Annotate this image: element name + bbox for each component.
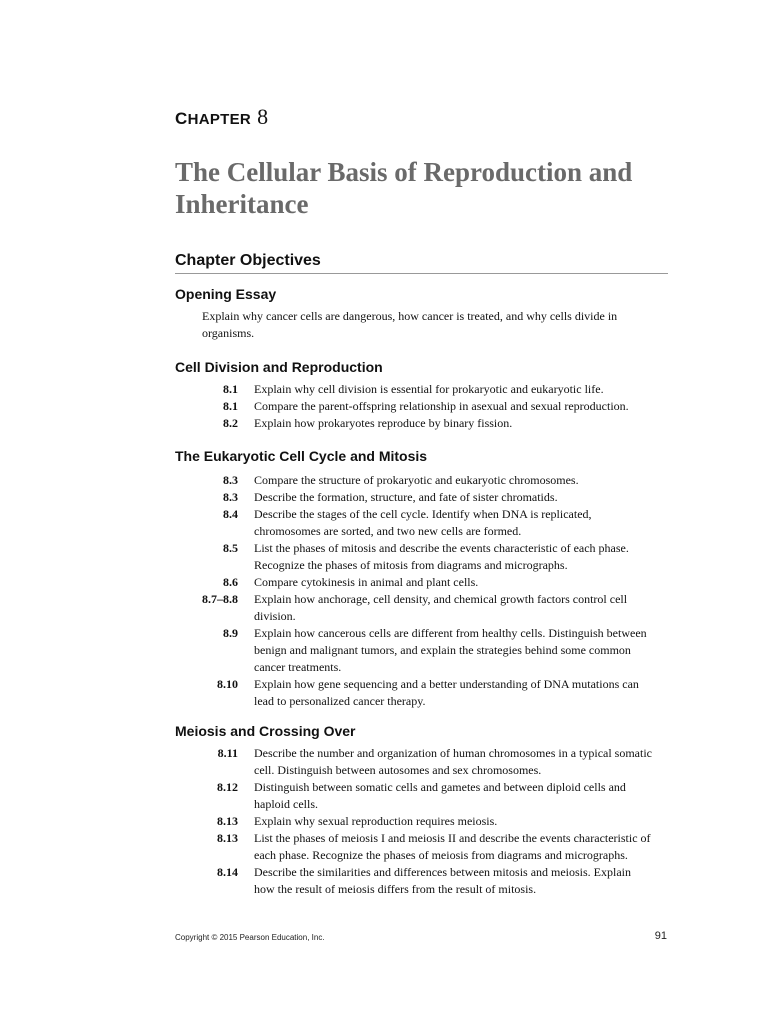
- objective-row: [175, 745, 670, 779]
- objective-number: 8.2: [223, 416, 238, 430]
- objective-number: 8.3: [223, 473, 238, 487]
- objective-text: Explain how cancerous cells are different from healthy cells. Distinguish between benign and malignant tumors, and explain the strategies behind some common cancer treatments.: [254, 626, 647, 674]
- section-heading-cell-division: Cell Division and Reproduction: [175, 359, 383, 375]
- objective-number: 8.5: [223, 541, 238, 555]
- chapter-word-rest: HAPTER: [187, 111, 252, 128]
- page-number: 91: [654, 930, 667, 942]
- objective-text: Compare cytokinesis in animal and plant cells.: [254, 575, 479, 589]
- objective-number: 8.9: [223, 626, 238, 640]
- section-heading-meiosis: Meiosis and Crossing Over: [175, 723, 356, 739]
- objective-text: Describe the formation, structure, and fate of sister chromatids.: [254, 490, 558, 504]
- objective-text: Describe the similarities and differences between mitosis and meiosis. Explain how the result of meiosis differs from the result of mitosis.: [254, 865, 632, 896]
- objective-text: Distinguish between somatic cells and gametes and between diploid cells and haploid cells.: [254, 780, 626, 811]
- objective-number: 8.3: [223, 490, 238, 504]
- objective-row: [175, 830, 670, 864]
- objective-number: 8.13: [217, 831, 238, 845]
- objective-text: Explain how gene sequencing and a better understanding of DNA mutations can lead to personalized cancer therapy.: [254, 677, 639, 708]
- objective-number: 8.1: [223, 382, 238, 396]
- objective-row: [175, 489, 670, 506]
- objective-row: [175, 415, 670, 432]
- objective-row: [175, 540, 670, 574]
- objective-number: 8.6: [223, 575, 238, 589]
- objective-row: [175, 779, 670, 813]
- objective-number: 8.10: [217, 677, 238, 691]
- objective-list-meiosis: [175, 745, 670, 898]
- objective-number: 8.7–8.8: [202, 592, 238, 606]
- chapter-word-initial: C: [175, 109, 188, 128]
- footer-copyright: Copyright © 2015 Pearson Education, Inc.: [175, 933, 325, 942]
- objective-number: 8.1: [223, 399, 238, 413]
- objective-row: [175, 574, 670, 591]
- objective-text: Compare the structure of prokaryotic and eukaryotic chromosomes.: [254, 473, 579, 487]
- objective-row: [175, 381, 670, 398]
- objective-row: [175, 676, 670, 710]
- objective-text: Describe the number and organization of human chromosomes in a typical somatic cell. Distinguish between autosomes and sex chromosomes.: [254, 746, 652, 777]
- chapter-label: [175, 104, 268, 130]
- objective-row: [175, 591, 670, 625]
- objective-list-cell-cycle: [175, 472, 670, 710]
- objective-number: 8.4: [223, 507, 238, 521]
- objective-text: Explain how anchorage, cell density, and chemical growth factors control cell division.: [254, 592, 628, 623]
- objective-text: Compare the parent-offspring relationship in asexual and sexual reproduction.: [254, 399, 629, 413]
- objective-text: Explain why sexual reproduction requires meiosis.: [254, 814, 498, 828]
- objective-row: [175, 813, 670, 830]
- objective-text: Describe the stages of the cell cycle. Identify when DNA is replicated, chromosomes are sorted, and two new cells are formed.: [254, 507, 592, 538]
- objective-text: List the phases of mitosis and describe the events characteristic of each phase. Recognize the phases of mitosis from diagrams and micrographs.: [254, 541, 629, 572]
- objective-text: List the phases of meiosis I and meiosis II and describe the events characteristic of each phase. Recognize the phases of meiosis from diagrams and micrographs.: [254, 831, 651, 862]
- objective-number: 8.14: [217, 865, 238, 879]
- objective-number: 8.12: [217, 780, 238, 794]
- chapter-number: 8: [257, 104, 269, 129]
- objective-row: [175, 398, 670, 415]
- objective-row: [175, 864, 670, 898]
- objective-number: 8.13: [217, 814, 238, 828]
- objectives-heading: Chapter Objectives: [175, 252, 668, 274]
- objective-list-cell-division: [175, 381, 670, 432]
- objective-number: 8.11: [217, 746, 238, 760]
- chapter-title: The Cellular Basis of Reproduction and Inheritance: [175, 157, 633, 219]
- objective-row: [175, 472, 670, 489]
- objective-text: Explain why cell division is essential for prokaryotic and eukaryotic life.: [254, 382, 604, 396]
- objective-row: [175, 506, 670, 540]
- opening-essay-text: Explain why cancer cells are dangerous, how cancer is treated, and why cells divide in organisms.: [202, 309, 618, 340]
- section-heading-opening-essay: Opening Essay: [175, 286, 277, 302]
- objective-row: [175, 625, 670, 676]
- objective-text: Explain how prokaryotes reproduce by binary fission.: [254, 416, 513, 430]
- section-heading-cell-cycle: The Eukaryotic Cell Cycle and Mitosis: [175, 448, 428, 464]
